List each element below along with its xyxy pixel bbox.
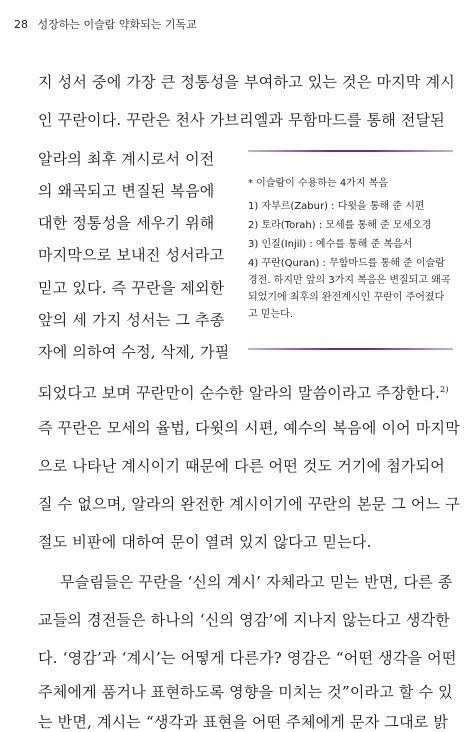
body-line: 교들의 경전들은 하나의 ‘신의 영감’에 지나지 않는다고 생각한 [38,611,450,629]
sidebox-bottom-rule [248,348,453,350]
footnote-marker: 2) [440,385,449,394]
sidebox-item: 3) 인질(Injil) : 예수를 통해 준 복음서 [248,239,413,250]
body-line: 다. ‘영감’과 ‘계시’는 어떻게 다른가? 영감은 “어떤 생각을 어떤 [38,649,457,667]
body-line: 앞의 세 가지 성서는 그 추종 [38,311,225,329]
body-line: 되었다고 보며 꾸란만이 순수한 알라의 말씀이라고 주장한다. [38,384,441,402]
sidebox-title: * 이슬람이 수용하는 4가지 복음 [248,178,388,189]
sidebox-item: 4) 꾸란(Quran) : 무함마드를 통해 준 이슬람 경전. 하지만 앞의 3가지 복음은 변질되고 왜곡되었기에 최후의 완전계시인 꾸란이 주어졌다고 믿는다. [248,258,451,320]
body-line: 인 꾸란이다. 꾸란은 천사 가브리엘과 무함마드를 통해 전달된 [38,111,445,129]
body-line: 무슬림들은 꾸란을 ‘신의 계시’ 자체라고 믿는 반면, 다른 종 [60,573,453,591]
page-number: 28 [14,18,28,31]
body-line: 마지막으로 보내진 성서라고 [38,246,225,264]
body-line: 대한 정통성을 세우기 위해 [38,214,215,232]
body-line: 자에 의하여 수정, 삭제, 가필 [38,343,230,361]
body-line: 질 수 없으며, 알라의 완전한 계시이기에 꾸란의 본문 그 어느 구 [38,495,460,513]
body-line: 믿고 있다. 즉 꾸란을 제외한 [38,279,225,297]
body-line: 는 반면, 계시는 “생각과 표현을 어떤 주체에게 문자 그대로 밝 [38,713,449,731]
body-line-with-footnote [38,380,449,403]
sidebox-item: 1) 자부르(Zabur) : 다윗을 통해 준 시편 [248,201,425,212]
sidebox-item: 2) 토라(Torah) : 모세를 통해 준 모세오경 [248,220,432,231]
body-line: 즉 꾸란은 모세의 율법, 다윗의 시편, 예수의 복음에 이어 마지막 [38,419,460,437]
body-line: 의 왜곡되고 변질된 복음에 [38,182,215,200]
body-line: 알라의 최후 계시로서 이전 [38,150,215,168]
body-line: 으로 나타난 계시이기 때문에 다른 어떤 것도 거기에 첨가되어 [38,457,445,475]
body-line: 지 성서 중에 가장 큰 정통성을 부여하고 있는 것은 마지막 계시 [38,73,455,91]
book-title: 성장하는 이슬람 약화되는 기독교 [37,18,197,31]
page-header [14,16,197,32]
body-line: 주체에게 품거나 표현하도록 영향을 미치는 것”이라고 할 수 있 [38,683,453,701]
sidebox-top-rule [248,150,453,152]
body-line: 절도 비판에 대하여 문이 열려 있지 않다고 믿는다. [38,533,372,551]
gospels-sidebox [248,150,453,355]
